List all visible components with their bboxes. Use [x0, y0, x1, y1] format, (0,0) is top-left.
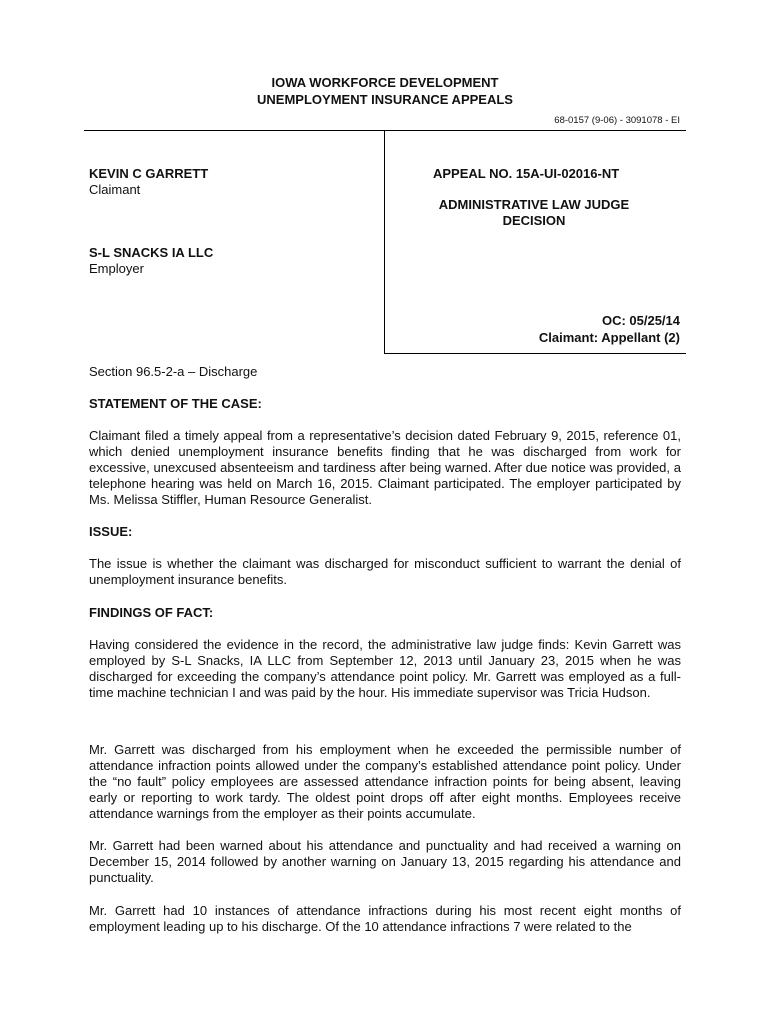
claimant-role: Claimant [89, 182, 141, 197]
appeal-number: APPEAL NO. 15A-UI-02016-NT [433, 166, 620, 181]
oc-date: OC: 05/25/14 [601, 313, 680, 328]
division-title: UNEMPLOYMENT INSURANCE APPEALS [257, 92, 513, 107]
findings-text: Mr. Garrett was discharged from his employment when he exceeded the permissible number of attendance infraction points allowed under the company’s established attendance point policy. Under the “no fault” policy employees are assessed attendance infraction points for being absent, leaving early or reporting to work tardy. The oldest point drops off after eight months. Employees receive attendance warnings from the employer as their points accumulate. [89, 742, 681, 821]
claimant-status: Claimant: Appellant (2) [538, 330, 680, 345]
findings-text: Mr. Garrett had 10 instances of attendance infractions during his most recent eight months of employment leading up to his discharge. Of the 10 attendance infractions 7 were related to the [89, 903, 681, 934]
form-number: 68-0157 (9-06) - 3091078 - EI [554, 115, 680, 126]
findings-text: Mr. Garrett had been warned about his attendance and punctuality and had received a warning on December 15, 2014 followed by another warning on January 13, 2015 regarding his attendance and punctuality. [89, 838, 681, 885]
statement-heading: STATEMENT OF THE CASE: [89, 396, 262, 411]
employer-role: Employer [89, 261, 144, 276]
findings-text: Having considered the evidence in the record, the administrative law judge finds: Kevin Garrett was employed by S-L Snacks, IA LLC from September 12, 2013 until January 23, 2015 when he was discharged for exceeding the company’s attendance point policy. Mr. Garrett was employed as a full-time machine technician I and was paid by the hour. His immediate supervisor was Tricia Hudson. [89, 637, 681, 700]
findings-paragraph-3 [89, 838, 681, 886]
decision-title-line1: ADMINISTRATIVE LAW JUDGE [438, 197, 630, 212]
issue-heading: ISSUE: [89, 524, 133, 539]
findings-paragraph-1 [89, 637, 681, 701]
section-reference: Section 96.5-2-a – Discharge [89, 364, 258, 379]
caption-divider [384, 130, 385, 354]
issue-text [89, 556, 681, 588]
employer-block [89, 245, 213, 277]
employer-name: S-L SNACKS IA LLC [89, 245, 214, 260]
claimant-name: KEVIN C GARRETT [89, 166, 209, 181]
agency-title: IOWA WORKFORCE DEVELOPMENT [271, 75, 499, 90]
findings-paragraph-2 [89, 742, 681, 822]
statement-text [89, 428, 681, 508]
claimant-block [89, 166, 208, 198]
findings-heading: FINDINGS OF FACT: [89, 605, 214, 620]
issue-paragraph: The issue is whether the claimant was discharged for misconduct sufficient to warrant the denial of unemployment insurance benefits. [89, 556, 681, 587]
decision-title-line2: DECISION [502, 213, 566, 228]
statement-paragraph: Claimant filed a timely appeal from a representative’s decision dated February 9, 2015, reference 01, which denied unemployment insurance benefits finding that he was discharged from work for excessive, unexcused absenteeism and tardiness after being warned. After due notice was provided, a telephone hearing was held on March 16, 2015. Claimant participated. The employer participated by Ms. Melissa Stiffler, Human Resource Generalist. [89, 428, 681, 507]
findings-paragraph-4 [89, 903, 681, 935]
caption-bottom-rule [384, 353, 686, 354]
caption-top-rule [84, 130, 686, 131]
decision-title [433, 197, 635, 229]
claim-info [539, 312, 680, 346]
